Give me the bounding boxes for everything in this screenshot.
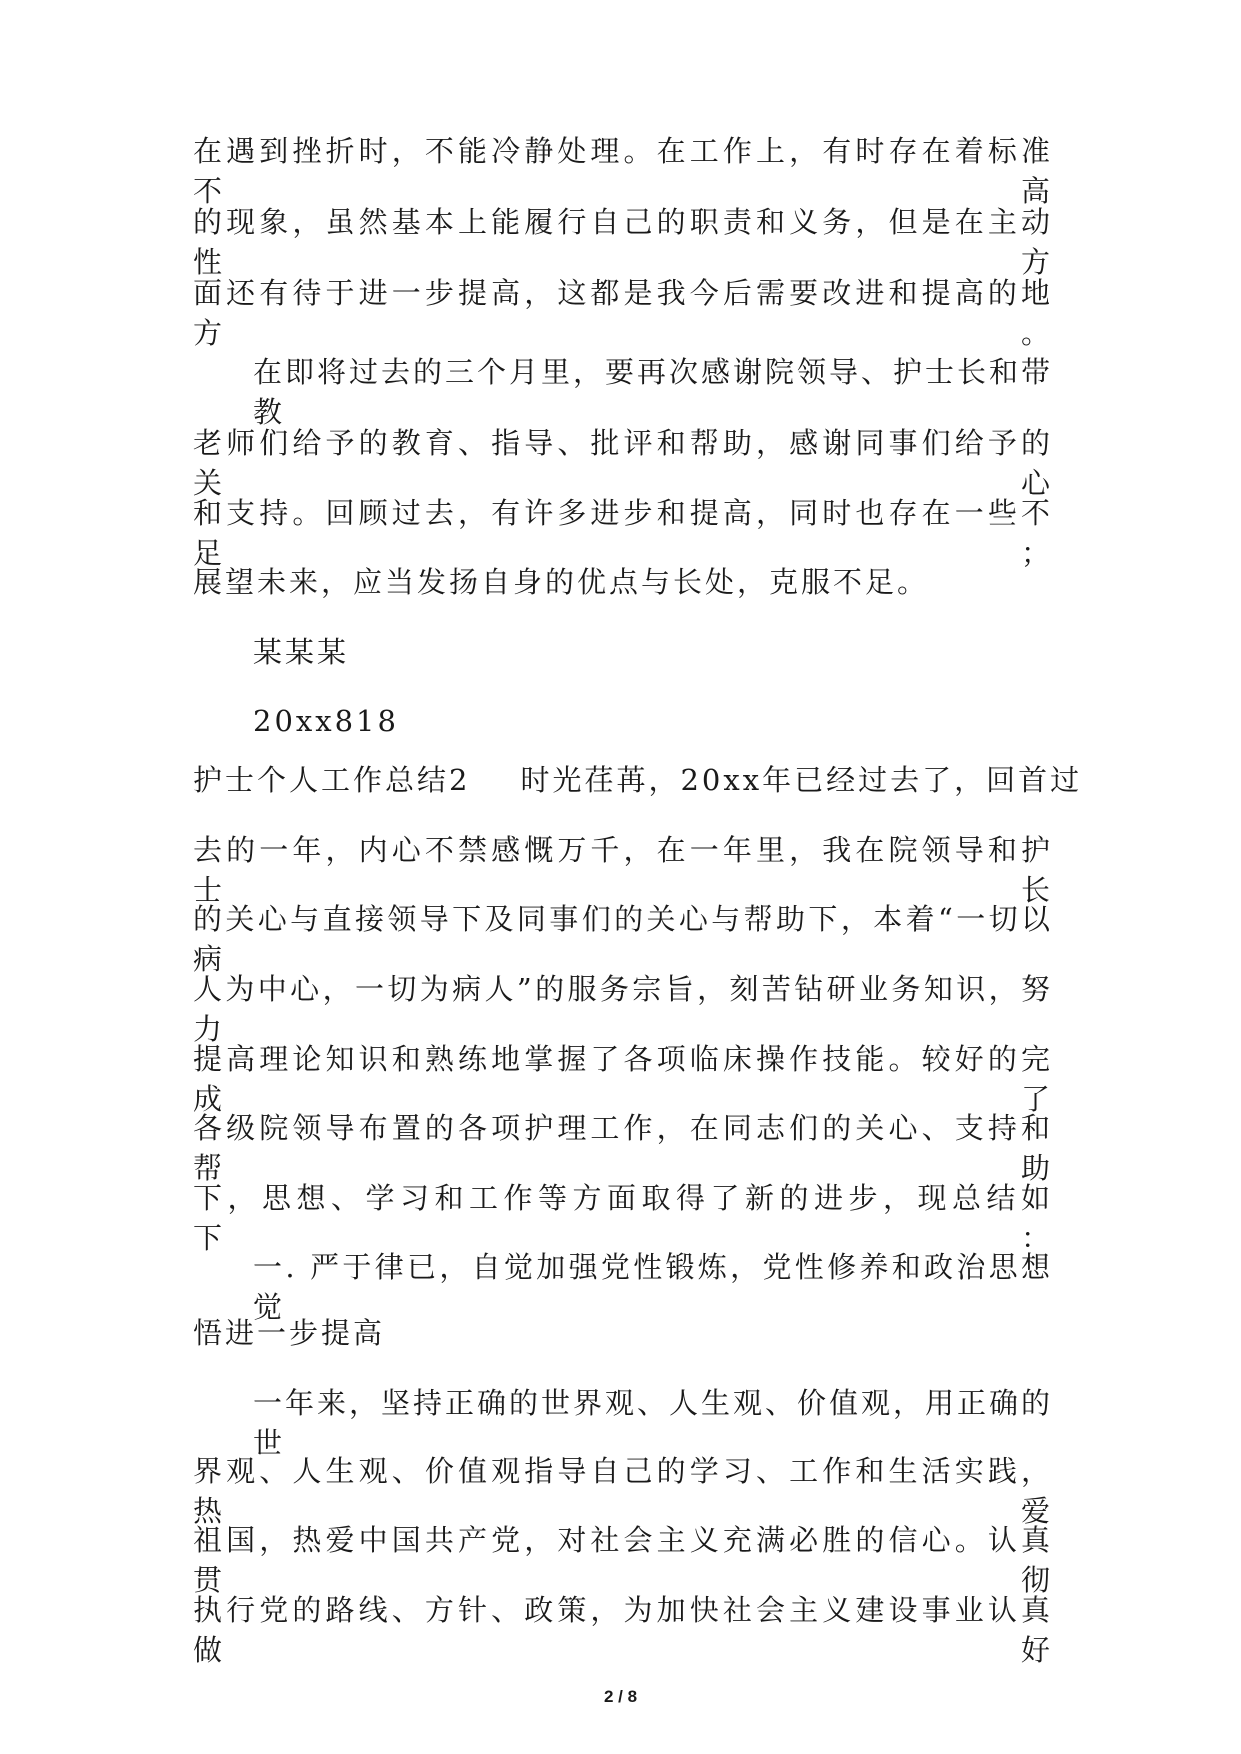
text-line: 老师们给予的教育、指导、批评和帮助，感谢同事们给予的关心 [193,426,1053,500]
text-line: 一年来，坚持正确的世界观、人生观、价值观，用正确的世 [253,1386,1054,1460]
text-line: 一. 严于律已，自觉加强党性锻炼，党性修养和政治思想觉 [253,1250,1053,1324]
text-line: 悟进一步提高 [193,1316,386,1350]
text-line: 各级院领导布置的各项护理工作，在同志们的关心、支持和帮助 [193,1111,1053,1185]
text-line: 提高理论知识和熟练地掌握了各项临床操作技能。较好的完成了 [193,1042,1053,1116]
page-number: 2 / 8 [603,1687,638,1706]
signature-name: 某某某 [253,635,350,669]
section-heading-line [193,760,1083,800]
text-line: 祖国，热爱中国共产党，对社会主义充满必胜的信心。认真贯彻 [193,1523,1053,1597]
text-line: 的关心与直接领导下及同事们的关心与帮助下，本着“一切以病 [193,902,1053,976]
text-line: 和支持。回顾过去，有许多进步和提高，同时也存在一些不足； [193,496,1053,570]
text-line: 的现象，虽然基本上能履行自己的职责和义务，但是在主动性方 [193,205,1053,279]
signature-date: 20xx818 [253,704,399,738]
section-title: 护士个人工作总结2 [193,763,471,797]
text-line: 人为中心，一切为病人”的服务宗旨，刻苦钻研业务知识，努力 [193,972,1053,1046]
text-line: 面还有待于进一步提高，这都是我今后需要改进和提高的地方。 [193,276,1053,350]
text-line: 下，思想、学习和工作等方面取得了新的进步，现总结如下： [193,1181,1053,1255]
text-line: 时光荏苒，20xx年已经过去了，回首过 [520,763,1083,797]
text-line: 在遇到挫折时，不能冷静处理。在工作上，有时存在着标准不高 [193,134,1053,208]
text-line: 界观、人生观、价值观指导自己的学习、工作和生活实践，热爱 [193,1454,1053,1528]
text-line: 执行党的路线、方针、政策，为加快社会主义建设事业认真做好 [193,1593,1053,1667]
text-line: 去的一年，内心不禁感慨万千，在一年里，我在院领导和护士长 [193,833,1053,907]
text-line: 展望未来，应当发扬自身的优点与长处，克服不足。 [193,565,930,599]
text-line: 在即将过去的三个月里，要再次感谢院领导、护士长和带教 [253,355,1054,429]
